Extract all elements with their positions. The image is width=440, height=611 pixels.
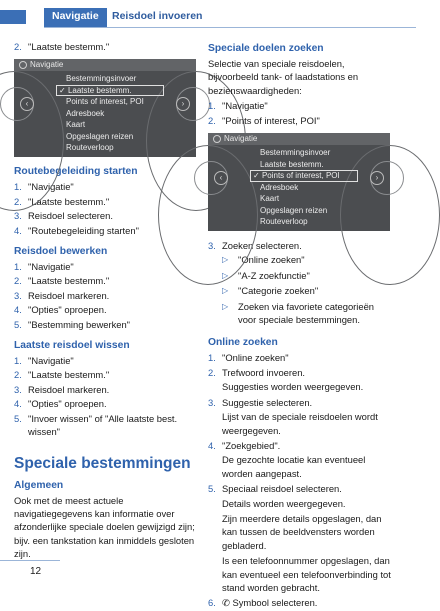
compass-icon — [19, 61, 27, 69]
menu-item: Bestemmingsinvoer — [260, 148, 331, 158]
step-text: "Points of interest, POI" — [222, 114, 320, 126]
section-heading: Routebegeleiding starten — [14, 166, 138, 178]
check-icon: ✓ — [59, 85, 68, 95]
step — [208, 99, 394, 112]
step — [14, 368, 200, 381]
phone-icon: ✆ — [222, 597, 230, 609]
step-number: 2. — [208, 366, 216, 378]
footer-rule — [0, 560, 60, 561]
step-text: "Invoer wissen" of "Alle laatste best. wissen" — [28, 412, 178, 438]
step — [14, 318, 200, 331]
header-chapter-tab: Navigatie — [44, 8, 107, 28]
triangle-right-icon: ▷ — [222, 286, 229, 296]
option-text: "A-Z zoekfunctie" — [238, 269, 310, 281]
check-icon: ✓ — [253, 171, 262, 181]
screen-menu — [56, 73, 164, 154]
section-heading: Reisdoel bewerken — [14, 246, 108, 258]
triangle-right-icon: ▷ — [222, 270, 229, 280]
step-number: 4. — [14, 224, 22, 236]
triangle-right-icon: ▷ — [222, 301, 229, 311]
step-text: "Laatste bestemm." — [28, 275, 110, 287]
step — [208, 482, 394, 495]
menu-item: Adresboek — [260, 182, 299, 192]
step-number: 5. — [208, 483, 216, 495]
menu-item: Bestemmingsinvoer — [66, 74, 137, 84]
menu-item: Laatste bestemm. — [260, 159, 324, 169]
step — [208, 396, 394, 409]
step-number: 4. — [14, 398, 22, 410]
section-heading: Laatste reisdoel wissen — [14, 340, 130, 352]
step-number: 1. — [208, 352, 216, 364]
step-number: 5. — [14, 318, 22, 330]
section-heading: Speciale doelen zoeken — [208, 43, 324, 54]
menu-item-label: Laatste bestemm. — [67, 85, 132, 95]
menu-item: Kaart — [66, 120, 86, 130]
step-note: Suggesties worden weergegeven. — [222, 381, 364, 393]
section-heading: Algemeen — [14, 479, 64, 491]
step — [14, 354, 200, 367]
step-number: 3. — [14, 289, 22, 301]
menu-item-selected — [250, 170, 358, 182]
step — [14, 383, 200, 396]
step-note: Zijn meerdere details opgeslagen, dan kan tussen de beeldvensters worden gebladerd. — [222, 512, 382, 551]
screen-title: Navigatie — [224, 134, 258, 144]
header-rule — [44, 27, 416, 28]
option-text: "Online zoeken" — [238, 254, 305, 266]
step-number: 2. — [14, 41, 22, 52]
step-text: "Navigatie" — [222, 100, 268, 112]
knob-right-icon: › — [370, 171, 384, 185]
knob-left-icon: ‹ — [214, 171, 228, 185]
step-number: 1. — [208, 100, 216, 112]
step-text: Reisdoel markeren. — [28, 383, 110, 395]
triangle-right-icon: ▷ — [222, 255, 229, 265]
left-column — [14, 40, 200, 563]
step-text: Trefwoord invoeren. — [222, 366, 306, 378]
step-number: 2. — [208, 114, 216, 126]
step — [208, 366, 394, 379]
menu-item-selected — [56, 85, 164, 97]
menu-item: Adresboek — [66, 108, 105, 118]
menu-item: Points of interest, POI — [66, 97, 144, 107]
step-number: 1. — [14, 261, 22, 273]
step-text: "Navigatie" — [28, 355, 74, 367]
step — [14, 303, 200, 316]
screen-titlebar — [208, 133, 390, 145]
menu-item: Kaart — [260, 194, 280, 204]
option-text: "Categorie zoeken" — [238, 285, 319, 297]
step-text: "Opties" oproepen. — [28, 398, 107, 410]
idrive-screen-1 — [14, 59, 196, 157]
step-text: Reisdoel selecteren. — [28, 210, 113, 222]
step-number: 1. — [14, 355, 22, 367]
page-header — [0, 0, 416, 28]
step-text: "Online zoeken" — [222, 352, 289, 364]
step — [208, 351, 394, 364]
right-column — [208, 40, 394, 611]
step-note: Details worden weergegeven. — [222, 497, 346, 509]
step-note: De gezochte locatie kan eventueel worden aangepast. — [222, 454, 366, 479]
screen-titlebar — [14, 59, 196, 71]
step-note: Is een telefoonnummer opgeslagen, dan kan eventueel een telefoonverbinding tot stand worden gebracht. — [222, 555, 391, 593]
step-text-wrap — [222, 596, 394, 609]
step — [14, 397, 200, 410]
menu-item: Opgeslagen reizen — [260, 205, 328, 215]
header-section-tab: Reisdoel invoeren — [112, 10, 203, 22]
step-text: "Opties" oproepen. — [28, 304, 107, 316]
option-item — [208, 284, 394, 297]
knob-right-icon: › — [176, 97, 190, 111]
step-text: "Laatste bestemm." — [28, 369, 110, 381]
step — [208, 439, 394, 452]
step — [208, 596, 394, 609]
compass-icon — [213, 135, 221, 143]
body-paragraph: Selectie van speciale reisdoelen, bijvoorbeeld tank- of laadstations en bezienswaardigheden: — [208, 58, 359, 96]
step-text: "Navigatie" — [28, 181, 74, 193]
step-number: 1. — [14, 181, 22, 193]
step-text: "Navigatie" — [28, 261, 74, 273]
step-note: Lijst van de speciale reisdoelen wordt weergegeven. — [222, 411, 378, 436]
step-text: Reisdoel markeren. — [28, 289, 110, 301]
page-number: 12 — [30, 566, 42, 577]
section-heading: Online zoeken — [208, 337, 278, 349]
step — [14, 412, 200, 439]
step-text: Speciaal reisdoel selecteren. — [222, 483, 342, 495]
menu-item: Routeverloop — [66, 143, 114, 153]
option-text: Zoeken via favoriete categorieën voor speciale bestemmingen. — [238, 300, 375, 326]
menu-item-label: Points of interest, POI — [261, 171, 340, 181]
step — [14, 289, 200, 302]
screen-menu — [250, 147, 358, 228]
step — [14, 274, 200, 287]
step — [208, 114, 394, 127]
screen-title: Navigatie — [30, 60, 64, 70]
idrive-screen-2 — [208, 133, 390, 231]
step-number: 2. — [14, 195, 22, 207]
option-item — [208, 300, 394, 327]
header-marker — [0, 10, 26, 24]
step-text: Symbool selecteren. — [232, 597, 318, 609]
step-number: 3. — [14, 210, 22, 222]
step-number: 5. — [14, 412, 22, 424]
menu-item: Routeverloop — [260, 217, 308, 227]
step-text: "Zoekgebied". — [222, 439, 281, 451]
step-text: Zoeken selecteren. — [222, 240, 302, 252]
step-number: 6. — [208, 597, 216, 609]
step-number: 3. — [208, 240, 216, 252]
step-text: "Laatste bestemm." — [28, 195, 110, 207]
step-number: 3. — [14, 383, 22, 395]
step-text: "Laatste bestemm." — [28, 41, 110, 52]
step-text: "Routebegeleiding starten" — [28, 224, 139, 236]
step-number: 4. — [208, 439, 216, 451]
step-number: 2. — [14, 275, 22, 287]
step-number: 4. — [14, 304, 22, 316]
step-text: Suggestie selecteren. — [222, 396, 313, 408]
body-paragraph: Ook met de meest actuele navigatiegegevens kan informatie over afzonderlijke speciale doelen gewijzigd zijn; bijv. een tankstation kan inmiddels gesloten zijn. — [14, 494, 195, 560]
menu-item: Opgeslagen reizen — [66, 131, 134, 141]
step-number: 2. — [14, 369, 22, 381]
step-text: "Bestemming bewerken" — [28, 318, 131, 330]
step-number: 3. — [208, 396, 216, 408]
knob-left-icon: ‹ — [20, 97, 34, 111]
chapter-heading: Speciale bestemmingen — [14, 454, 191, 472]
intro-step — [14, 40, 200, 53]
